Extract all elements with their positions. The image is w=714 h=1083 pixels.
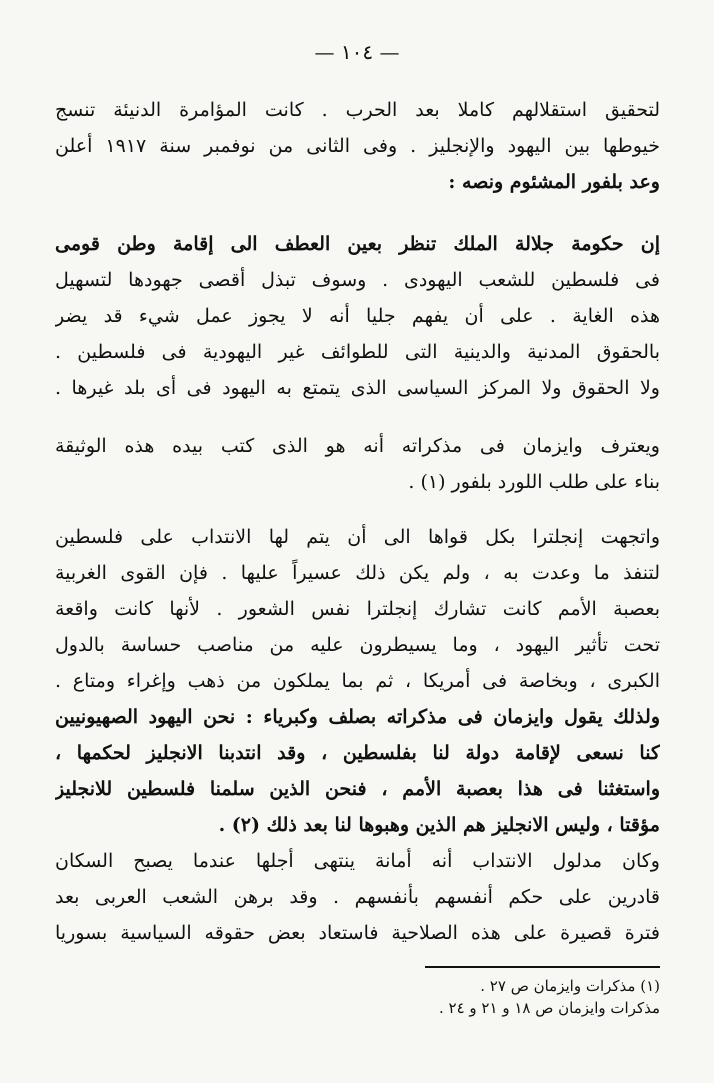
text-line: لتنفذ ما وعدت به ، ولم يكن ذلك عسيراً عليها . فإن القوى الغربية [55,562,660,584]
footnotes [230,975,660,1019]
text-line: تحت تأثير اليهود ، وما يسيطرون عليه من مناصب حساسة بالدول [55,634,660,656]
text-line: وكان مدلول الانتداب أنه أمانة ينتهى أجلها عندما يصبح السكان [55,850,660,872]
text-line: قادرين على حكم أنفسهم بأنفسهم . وقد برهن الشعب العربى بعد [55,886,660,908]
text-line: واستغثنا فى هذا بعصبة الأمم ، فنحن الذين سلمنا فلسطين للانجليز [55,778,660,800]
text-line: ويعترف وايزمان فى مذكراته أنه هو الذى كتب بيده هذه الوثيقة [55,435,660,457]
text-line: بالحقوق المدنية والدينية التى للطوائف غير اليهودية فى فلسطين . [55,341,660,363]
text-line: فترة قصيرة على هذه الصلاحية فاستعاد بعض حقوقه السياسية بسوريا [55,922,660,944]
text-line: واتجهت إنجلترا بكل قواها الى أن يتم لها الانتداب على فلسطين [55,526,660,548]
text-line: الكبرى ، وبخاصة فى أمريكا ، ثم بما يملكون من ذهب وإغراء ومتاع . [55,670,660,692]
paragraph-weizmann [55,428,660,500]
text-line: مؤقتا ، وليس الانجليز هم الذين وهبوها لنا بعد ذلك (٢) . [218,814,660,836]
paragraph-balfour-quote [55,226,660,406]
footnote: مذكرات وايزمان ص ١٨ و ٢١ و ٢٤ . [438,999,660,1017]
text-line: ولذلك يقول وايزمان فى مذكراته بصلف وكبرياء : نحن اليهود الصهيونيين [55,706,660,728]
text-line: خيوطها بين اليهود والإنجليز . وفى الثانى من نوفمبر سنة ١٩١٧ أعلن [55,135,660,157]
text-line: فى فلسطين للشعب اليهودى . وسوف تبذل أقصى جهودها لتسهيل [55,269,660,291]
paragraph-mandate [55,519,660,843]
text-line: كنا نسعى لإقامة دولة لنا بفلسطين ، وقد انتدبنا الانجليز لحكمها ، [55,742,660,764]
text-line: بناء على طلب اللورد بلفور (١) . [408,471,660,493]
footnote: (١) مذكرات وايزمان ص ٢٧ . [480,977,660,995]
footnote-divider [425,966,660,968]
text-line: لتحقيق استقلالهم كاملا بعد الحرب . كانت المؤامرة الدنيئة تنسج [55,99,660,121]
text-line: وعد بلفور المشئوم ونصه : [448,171,660,193]
paragraph-mandate-meaning [55,843,660,951]
paragraph-intro [55,92,660,200]
text-line: ولا الحقوق ولا المركز السياسى الذى يتمتع به اليهود فى أى بلد غيرها . [55,377,660,399]
text-line: بعصبة الأمم كانت تشارك إنجلترا نفس الشعور . لأنها كانت واقعة [55,598,660,620]
text-line: إن حكومة جلالة الملك تنظر بعين العطف الى إقامة وطن قومى [55,233,660,255]
page-number: — ١٠٤ — [314,40,400,64]
text-line: هذه الغاية . على أن يفهم جليا أنه لا يجوز عمل شيء قد يضر [55,305,660,327]
